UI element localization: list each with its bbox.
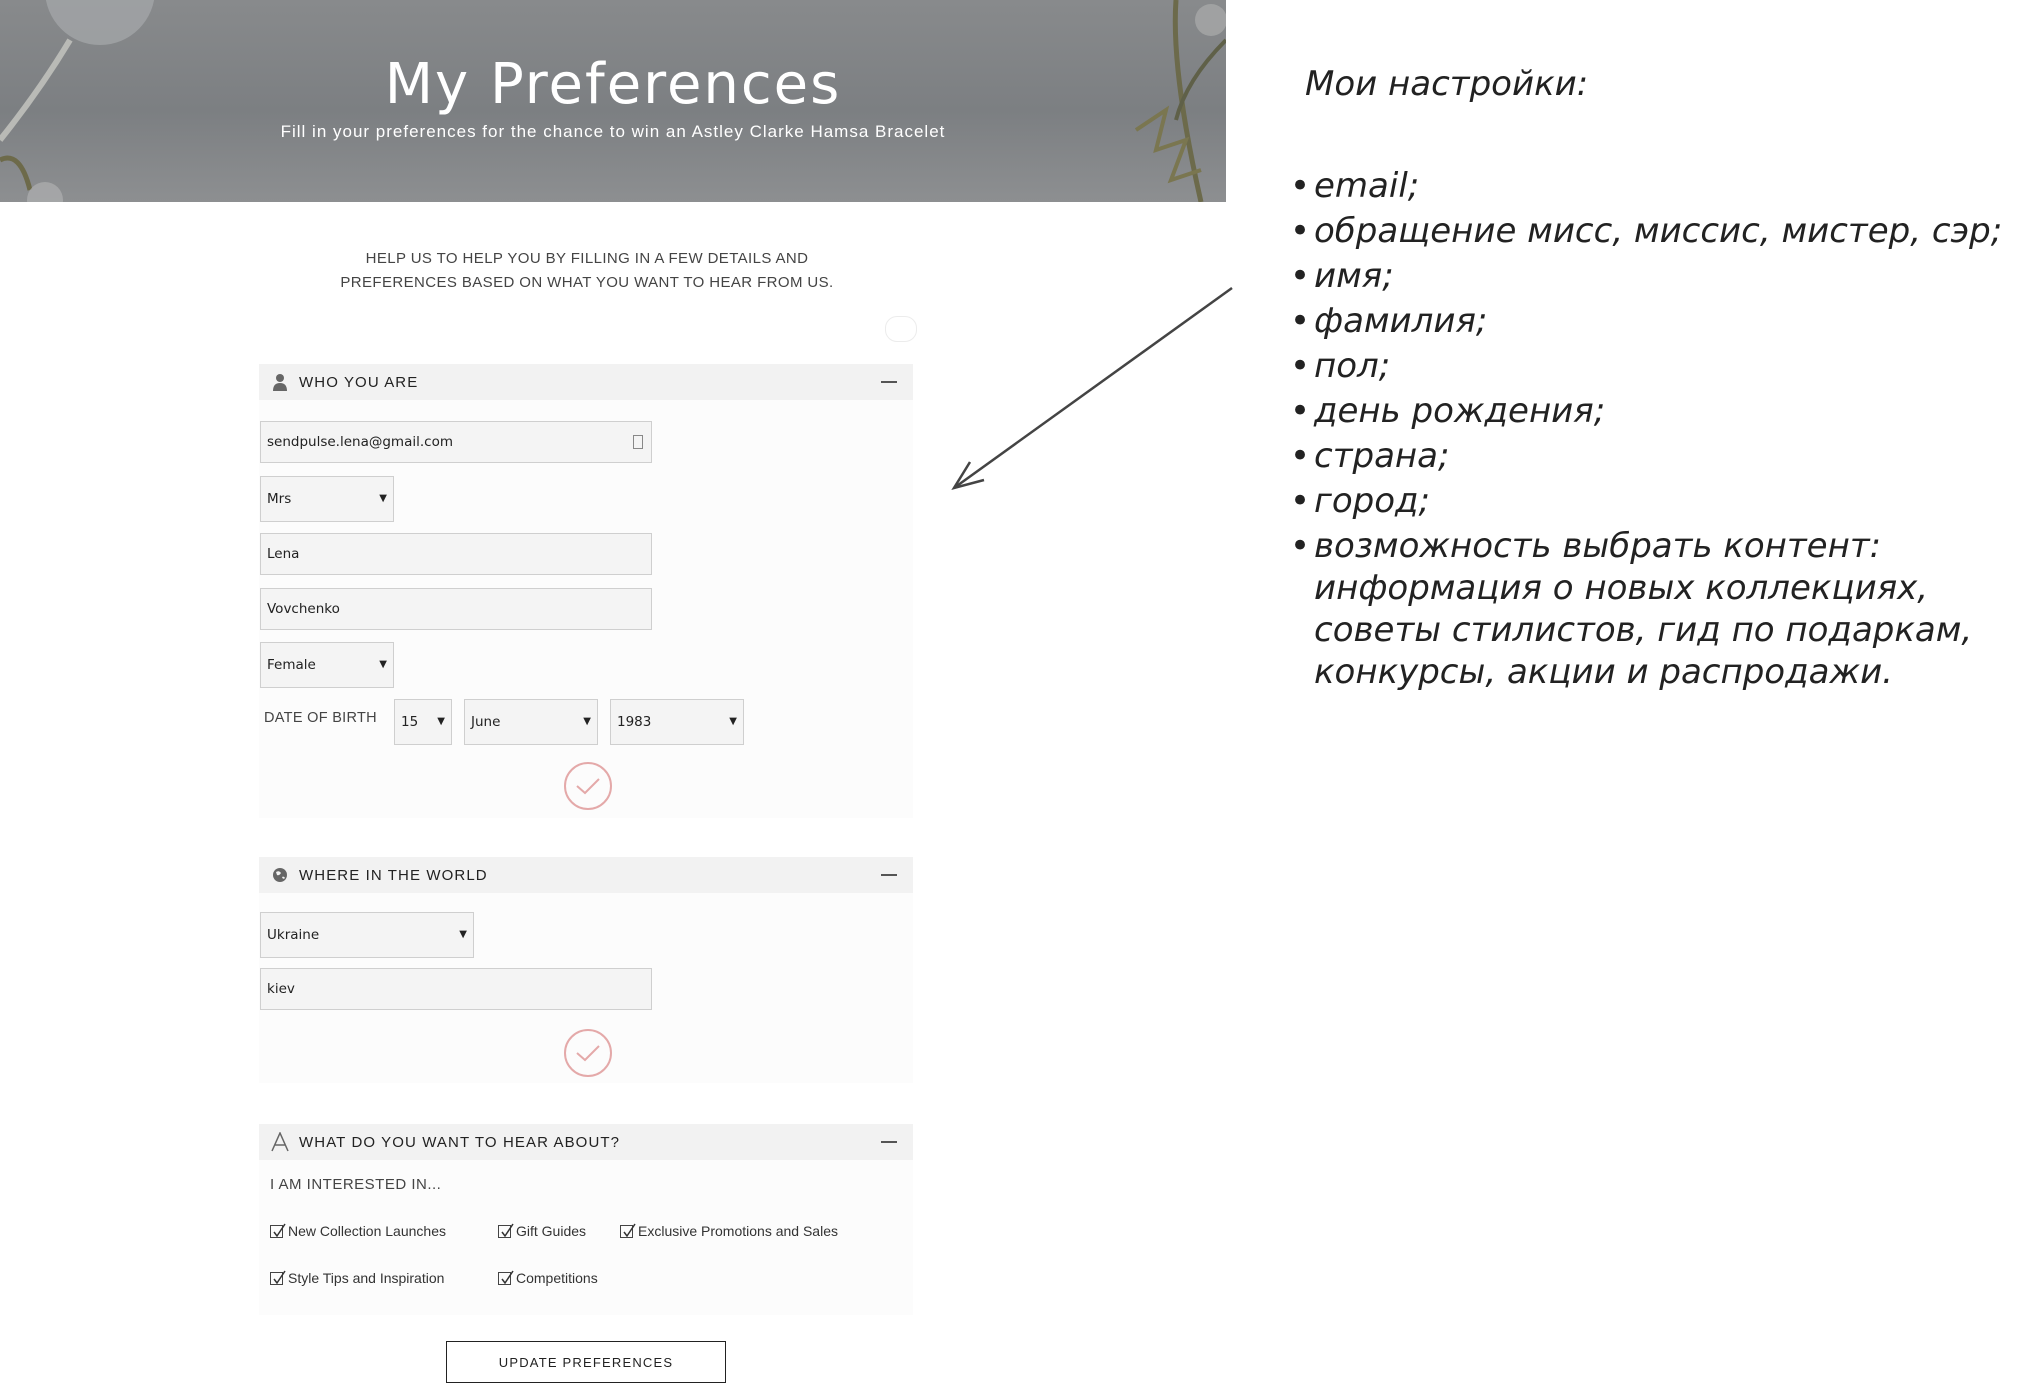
checkbox-checked-icon <box>270 1225 283 1238</box>
intro-text <box>260 247 914 295</box>
dob-day-select[interactable] <box>394 699 452 745</box>
email-value: sendpulse.lena@gmail.com <box>267 434 453 450</box>
globe-icon <box>269 864 291 886</box>
checkbox-label: Exclusive Promotions and Sales <box>638 1223 838 1239</box>
annotation-item-text: пол; <box>1314 346 1391 386</box>
bullet-icon: • <box>1290 256 1311 296</box>
annotation-item <box>1290 255 2030 297</box>
hero-banner <box>0 0 1226 202</box>
annotation-item <box>1290 165 2030 207</box>
annotation-item <box>1290 345 2030 387</box>
annotation-item-text: email; <box>1314 166 1420 206</box>
dob-year-select[interactable] <box>610 699 744 745</box>
section-header-where-in-the-world[interactable] <box>259 857 913 893</box>
annotation-item <box>1290 435 2030 477</box>
bullet-icon: • <box>1290 301 1311 341</box>
check-icon <box>575 1043 601 1063</box>
dob-day-value: 15 <box>401 714 419 730</box>
checkbox-label: Gift Guides <box>516 1223 587 1239</box>
annotation-list <box>1290 165 2030 696</box>
first-name-field[interactable] <box>260 533 652 575</box>
checkbox-checked-icon <box>620 1225 633 1238</box>
update-preferences-button[interactable]: UPDATE PREFERENCES <box>446 1341 726 1383</box>
bullet-icon: • <box>1290 211 1311 251</box>
salutation-value: Mrs <box>267 491 292 507</box>
dob-label: DATE OF BIRTH <box>264 710 377 726</box>
last-name-value: Vovchenko <box>267 601 340 617</box>
gender-value: Female <box>267 657 316 673</box>
page-subtitle: Fill in your preferences for the chance to win an Astley Clarke Hamsa Bracelet <box>280 122 946 141</box>
salutation-select[interactable] <box>260 476 394 522</box>
bullet-icon: • <box>1290 436 1311 476</box>
annotation-item <box>1290 525 2030 693</box>
contact-card-icon <box>633 435 643 449</box>
caret-down-icon: ▼ <box>729 716 737 727</box>
section-title-where-in-the-world: WHERE IN THE WORLD <box>299 866 488 884</box>
gender-select[interactable] <box>260 642 394 688</box>
checkbox-checked-icon <box>498 1225 511 1238</box>
checkbox-checked-icon <box>498 1272 511 1285</box>
checkbox-style-tips-and-inspiration[interactable] <box>270 1270 444 1286</box>
annotation-item <box>1290 300 2030 342</box>
annotation-arrow-icon <box>940 280 1240 500</box>
bullet-icon: • <box>1290 346 1311 386</box>
checkbox-label: Competitions <box>516 1270 598 1286</box>
intro-line-1: HELP US TO HELP YOU BY FILLING IN A FEW DETAILS AND <box>365 250 809 267</box>
city-field[interactable] <box>260 968 652 1010</box>
page-title: My Preferences <box>384 52 842 117</box>
caret-down-icon: ▼ <box>379 493 387 504</box>
checkbox-new-collection-launches[interactable] <box>270 1223 446 1239</box>
email-field[interactable] <box>260 421 652 463</box>
dob-month-select[interactable] <box>464 699 598 745</box>
checkbox-exclusive-promotions-and-sales[interactable] <box>620 1223 838 1239</box>
person-icon <box>269 371 291 393</box>
bullet-icon: • <box>1290 166 1311 206</box>
confirm-where-button[interactable] <box>564 1029 612 1077</box>
annotation-item <box>1290 480 2030 522</box>
section-title-who-you-are: WHO YOU ARE <box>299 373 419 391</box>
section-title-what-to-hear-about: WHAT DO YOU WANT TO HEAR ABOUT? <box>299 1133 621 1151</box>
section-header-what-to-hear-about[interactable] <box>259 1124 913 1160</box>
annotation-item-text: фамилия; <box>1314 301 1488 341</box>
checkbox-label: Style Tips and Inspiration <box>288 1270 445 1286</box>
city-value: kiev <box>267 981 295 997</box>
dob-month-value: June <box>471 714 501 730</box>
check-icon <box>575 776 601 796</box>
caret-down-icon: ▼ <box>459 929 467 940</box>
bullet-icon: • <box>1290 391 1311 431</box>
bullet-icon: • <box>1290 526 1311 566</box>
checkbox-competitions[interactable] <box>498 1270 598 1286</box>
caret-down-icon: ▼ <box>379 659 387 670</box>
annotation-item-text: имя; <box>1314 256 1394 296</box>
annotation-title: Мои настройки: <box>1305 64 1589 104</box>
collapse-icon[interactable] <box>881 381 897 383</box>
checkbox-gift-guides[interactable] <box>498 1223 586 1239</box>
country-select[interactable] <box>260 912 474 958</box>
section-header-who-you-are[interactable] <box>259 364 913 400</box>
last-name-field[interactable] <box>260 588 652 630</box>
collapse-icon[interactable] <box>881 1141 897 1143</box>
annotation-item <box>1290 390 2030 432</box>
annotation-item-text: день рождения; <box>1314 391 1606 431</box>
caret-down-icon: ▼ <box>583 716 591 727</box>
annotation-item-text: обращение мисс, миссис, мистер, сэр; <box>1314 211 2003 251</box>
bullet-icon: • <box>1290 481 1311 521</box>
interested-in-label: I AM INTERESTED IN... <box>270 1176 442 1193</box>
checkbox-checked-icon <box>270 1272 283 1285</box>
annotation-item <box>1290 210 2030 252</box>
annotation-item-text: возможность выбрать контент: информация о новых коллекциях, советы стилистов, гид по подаркам, конкурсы, акции и распродажи. <box>1314 526 1973 692</box>
checkbox-label: New Collection Launches <box>288 1223 446 1239</box>
caret-down-icon: ▼ <box>437 716 445 727</box>
faint-toggle <box>885 316 917 342</box>
annotation-item-text: страна; <box>1314 436 1450 476</box>
first-name-value: Lena <box>267 546 300 562</box>
collapse-icon[interactable] <box>881 874 897 876</box>
confirm-who-button[interactable] <box>564 762 612 810</box>
annotation-item-text: город; <box>1314 481 1431 521</box>
letter-a-icon <box>269 1131 291 1153</box>
dob-year-value: 1983 <box>617 714 652 730</box>
intro-line-2: PREFERENCES BASED ON WHAT YOU WANT TO HEAR FROM US. <box>340 274 834 291</box>
country-value: Ukraine <box>267 927 320 943</box>
